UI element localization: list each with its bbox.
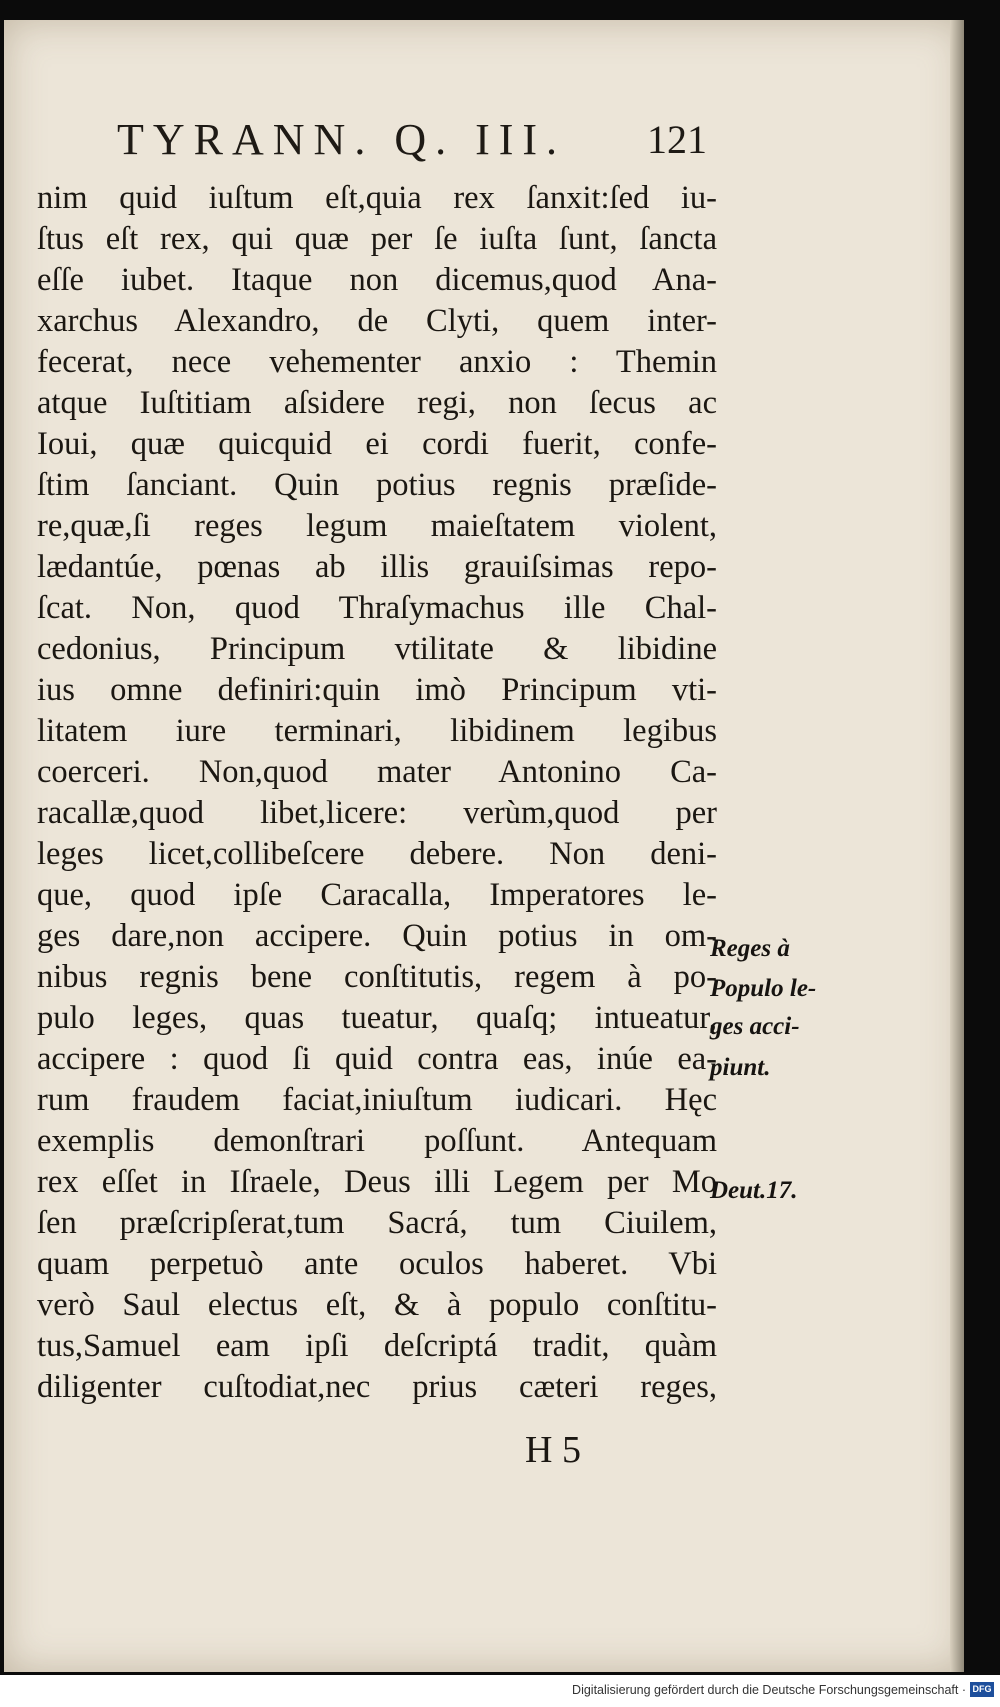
text-line: pulo leges, quas tueatur, quaſq; intueatur, (37, 1000, 717, 1036)
text-line: eſſe iubet. Itaque non dicemus,quod Ana- (37, 262, 717, 298)
text-line: que, quod ipſe Caracalla, Imperatores le- (37, 877, 717, 913)
text-line: ius omne definiri:quin imò Principum vti- (37, 672, 717, 708)
text-line: quam perpetuò ante oculos haberet. Vbi (37, 1246, 717, 1282)
page-header (117, 114, 717, 174)
page-number: 121 (647, 117, 707, 162)
text-line: re,quæ,ſi reges legum maieſtatem violent, (37, 508, 717, 544)
margin-note-line: piunt. (710, 1054, 771, 1081)
text-line: rum fraudem faciat,iniuſtum iudicari. Hęc (37, 1082, 717, 1118)
text-line: verò Saul electus eſt, & à populo conſtitu- (37, 1287, 717, 1323)
signature-mark: H 5 (525, 1429, 581, 1471)
margin-note-line: ges acci- (710, 1013, 800, 1040)
text-line: lædantúe, pœnas ab illis grauiſsimas repo- (37, 549, 717, 585)
page-edge-shadow (950, 20, 964, 1672)
text-line: rex eſſet in Iſraele, Deus illi Legem per Mo (37, 1164, 717, 1200)
text-line: ſtim ſanciant. Quin potius regnis præſide- (37, 467, 717, 503)
body-text (37, 178, 717, 1408)
text-line: leges licet,collibeſcere debere. Non deni- (37, 836, 717, 872)
dfg-logo: DFG (970, 1682, 994, 1697)
text-line: nibus regnis bene conſtitutis, regem à po- (37, 959, 717, 995)
text-line: ſcat. Non, quod Thraſymachus ille Chal- (37, 590, 717, 626)
text-line: xarchus Alexandro, de Clyti, quem inter- (37, 303, 717, 339)
text-line: atque Iuſtitiam aſsidere regi, non ſecus ac (37, 385, 717, 421)
text-line: racallæ,quod libet,licere: verùm,quod per (37, 795, 717, 831)
margin-note-line: Reges à (710, 935, 790, 962)
text-line: cedonius, Principum vtilitate & libidine (37, 631, 717, 667)
margin-note-line: Populo le- (710, 975, 817, 1002)
text-line: Ioui, quæ quicquid ei cordi fuerit, confe- (37, 426, 717, 462)
footer-credit: Digitalisierung gefördert durch die Deutsche Forschungsgemeinschaft · (572, 1683, 966, 1697)
text-line: nim quid iuſtum eſt,quia rex ſanxit:ſed iu- (37, 180, 717, 216)
footer-bar (0, 1675, 1000, 1707)
text-line: coerceri. Non,quod mater Antonino Ca- (37, 754, 717, 790)
margin-note-reference: Deut.17. (710, 1177, 798, 1204)
text-line: ſen præſcripſerat,tum Sacrá, tum Ciuilem, (37, 1205, 717, 1241)
text-line: exemplis demonſtrari poſſunt. Antequam (37, 1123, 717, 1159)
text-line: accipere : quod ſi quid contra eas, inúe ea- (37, 1041, 717, 1077)
text-line: ges dare,non accipere. Quin potius in om- (37, 918, 717, 954)
text-line: fecerat, nece vehementer anxio : Themin (37, 344, 717, 380)
text-line: litatem iure terminari, libidinem legibus (37, 713, 717, 749)
text-line: diligenter cuſtodiat,nec prius cæteri reges, (37, 1369, 717, 1405)
text-line: ſtus eſt rex, qui quæ per ſe iuſta ſunt, ſancta (37, 221, 717, 257)
text-line: tus,Samuel eam ipſi deſcriptá tradit, quàm (37, 1328, 717, 1364)
running-title: TYRANN. Q. III. (117, 115, 567, 164)
